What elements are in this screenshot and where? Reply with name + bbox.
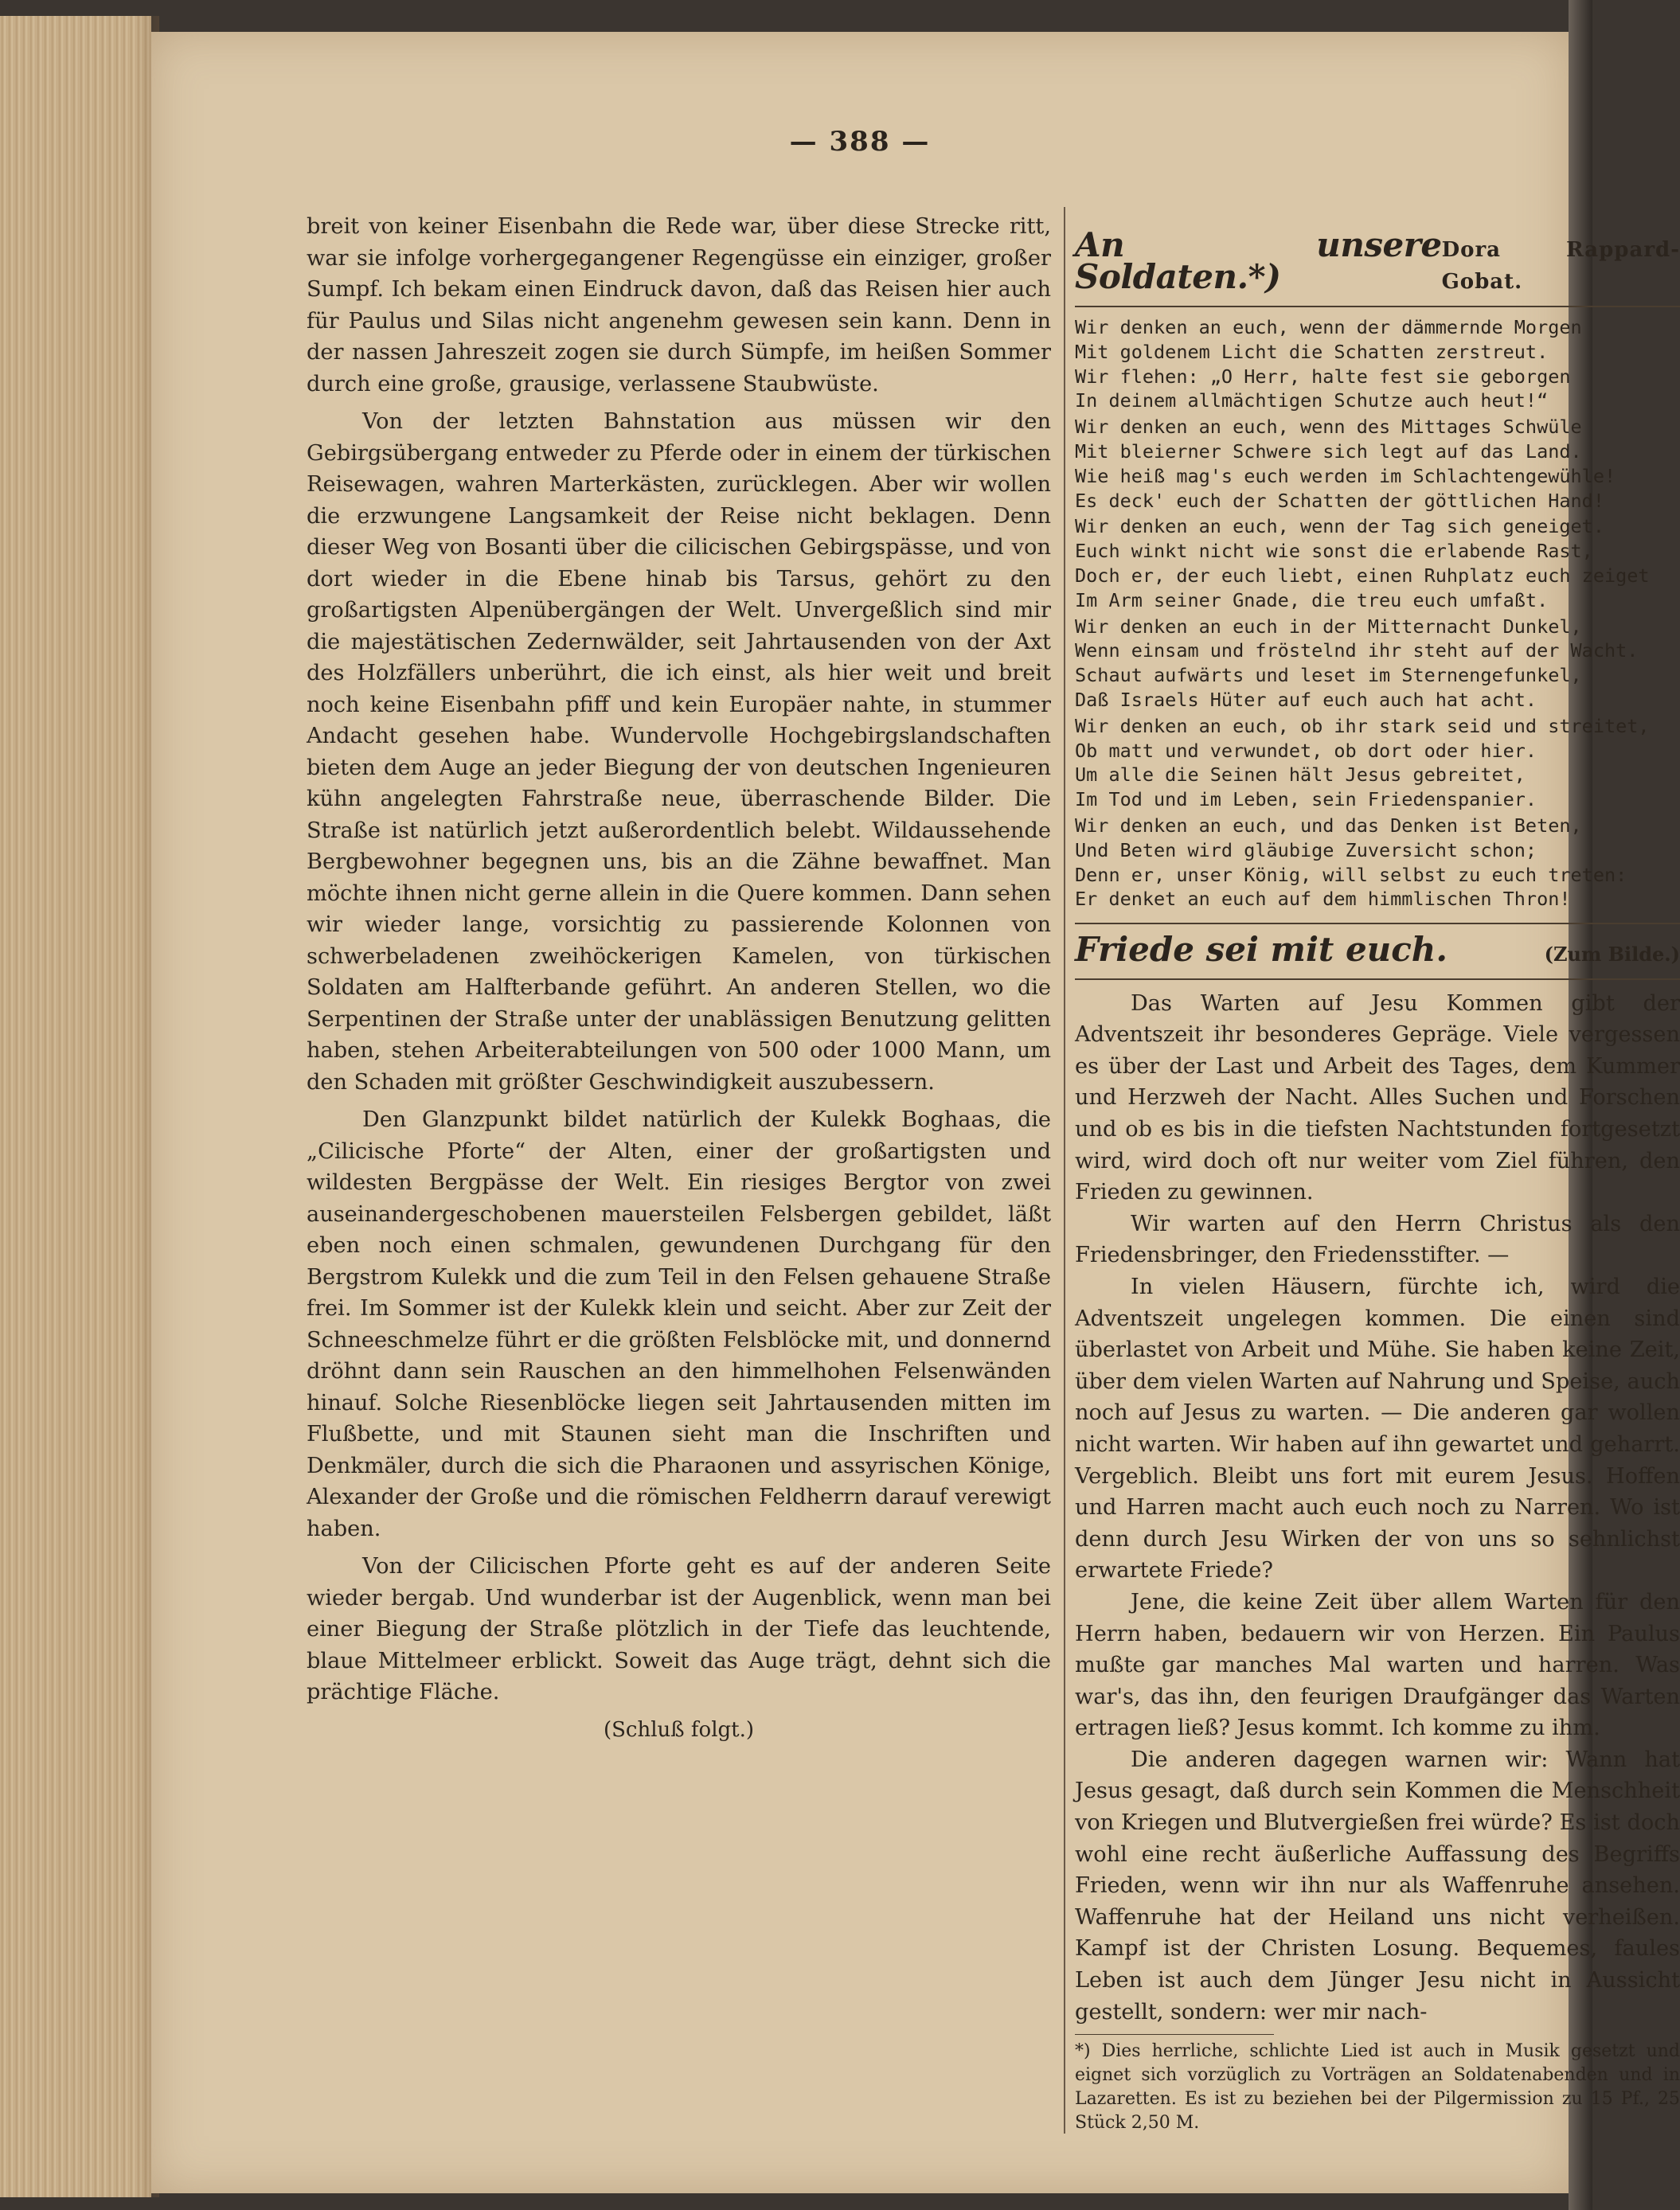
poem-line: Doch er, der euch liebt, einen Ruhplatz euch zeiget bbox=[1075, 564, 1650, 587]
poem-line: Wir denken an euch, wenn der dämmernde Morgen bbox=[1075, 316, 1582, 338]
poem-line: Euch winkt nicht wie sonst die erlabende Rast, bbox=[1075, 540, 1593, 563]
to-be-continued-note: (Schluß folgt.) bbox=[603, 1717, 755, 1742]
left-paragraph: Von der Cilicischen Pforte geht es auf der anderen Seite wieder bergab. Und wunderbar ist der Augenblick, wenn man bei einer Biegung der Straße plötzlich in der Tiefe das leuchtende, blaue Mittelmeer erblickt. Soweit das Auge trägt, dehnt sich die prächtige Fläche. bbox=[307, 1554, 1051, 1704]
poem-stanza bbox=[1075, 814, 1680, 912]
article-paragraph: Die anderen dagegen warnen wir: Wann hat Jesus gesagt, daß durch sein Kommen die Menschheit von Kriegen und Blutvergießen frei würde? Es ist doch wohl eine recht äußerliche Auffassung des Begriffs Frieden, wenn wir ihn nur als Waffenruhe ansehen. Waffenruhe hat der Heiland uns nicht verheißen. Kampf ist der Christen Losung. Bequemes, faules Leben ist auch dem Jünger Jesu nicht in Aussicht gestellt, sondern: wer mir nach- bbox=[1075, 1747, 1680, 2025]
section-divider bbox=[1075, 923, 1680, 924]
footnote-rule bbox=[1075, 2034, 1274, 2035]
poem-stanza bbox=[1075, 415, 1680, 513]
left-paragraph: breit von keiner Eisenbahn die Rede war, über diese Strecke ritt, war sie infolge vorhergegangener Regengüsse ein einziger, großer Sumpf. Ich bekam einen Eindruck davon, daß das Reisen hier auch für Paulus und Silas nicht angenehm gewesen sein kann. Denn in der nassen Jahreszeit zogen sie durch Sümpfe, im heißen Sommer durch eine große, grausige, verlassene Staubwüste. bbox=[307, 214, 1051, 396]
left-paragraph: Von der letzten Bahnstation aus müssen wir den Gebirgsübergang entweder zu Pferde oder in einem der türkischen Reisewagen, wahren Marterkästen, zurücklegen. Aber wir wollen die erzwungene Langsamkeit der Reise nicht beklagen. Denn dieser Weg von Bosanti über die cilicischen Gebirgspässe, und von dort wieder in die Ebene hinab bis Tarsus, gehört zu den großartigsten Alpenübergängen der Welt. Unvergeßlich sind mir die majestätischen Zedernwälder, seit Jahrtausenden von der Axt des Holzfällers unberührt, die ich einst, als hier weit und breit noch keine Eisenbahn pfiff und kein Europäer nahte, in stummer Andacht gesehen habe. Wundervolle Hochgebirgslandschaften bieten dem Auge an jeder Biegung der von deutschen Ingenieuren kühn angelegten Fahrstraße neue, überraschende Bilder. Die Straße ist natürlich jetzt außerordentlich belebt. Wildaussehende Bergbewohner begegnen uns, bis an die Zähne bewaffnet. Man möchte ihnen nicht gerne allein in die Quere kommen. Dann sehen wir wieder lange, vorsichtig zu passierende Kolonnen von schwerbeladenen zweihöckerigen Kamelen, von türkischen Soldaten am Halfterbande geführt. An anderen Stellen, wo die Serpentinen der Straße unter der unablässigen Benutzung gelitten haben, stehen Arbeiterabteilungen von 500 oder 1000 Mann, um den Schaden mit größter Geschwindigkeit auszubessern. bbox=[307, 409, 1051, 1095]
article-paragraph: In vielen Häusern, fürchte ich, wird die Adventszeit ungelegen kommen. Die einen sind überlastet von Arbeit und Mühe. Sie haben keine Zeit, über dem vielen Warten auf Nahrung und Speise, auch noch auf Jesus zu warten. — Die anderen gar wollen nicht warten. Wir haben auf ihn gewartet und geharrt. Vergeblich. Bleibt uns fort mit eurem Jesus. Hoffen und Harren macht auch euch noch zu Narren. Wo ist denn durch Jesu Wirken der von uns so sehnlichst erwartete Friede? bbox=[1075, 1274, 1680, 1583]
page-number: — 388 — bbox=[789, 126, 931, 158]
poem-stanza bbox=[1075, 315, 1680, 413]
article-title: Friede sei mit euch. bbox=[1075, 930, 1448, 970]
poem-line: Denn er, unser König, will selbst zu euch treten: bbox=[1075, 863, 1627, 886]
printed-page bbox=[151, 32, 1680, 2193]
article-subtitle: (Zum Bilde.) bbox=[1544, 943, 1680, 966]
poem-stanza bbox=[1075, 714, 1680, 812]
poem-line: Wenn einsam und fröstelnd ihr steht auf der Wacht. bbox=[1075, 639, 1639, 662]
poem-line: In deinem allmächtigen Schutze auch heut!“ bbox=[1075, 389, 1549, 412]
article-paragraph: Jene, die keine Zeit über allem Warten für den Herrn haben, bedauern wir von Herzen. Ein Paulus mußte gar manches Mal warten und harren. Was war's, das ihn, den feurigen Draufgänger das Warten ertragen ließ? Jesus kommt. Ich komme zu ihm. bbox=[1075, 1589, 1680, 1741]
left-column bbox=[307, 211, 1051, 1746]
poem-author: Dora Rappard-Gobat. bbox=[1441, 238, 1680, 294]
poem-body bbox=[1075, 315, 1680, 912]
article-paragraph: Wir warten auf den Herrn Christus als den Friedensbringer, den Friedensstifter. — bbox=[1075, 1211, 1680, 1268]
poem-line: Im Tod und im Leben, sein Friedenspanier. bbox=[1075, 788, 1537, 811]
poem-line: Ob matt und verwundet, ob dort oder hier. bbox=[1075, 739, 1537, 762]
poem-line: Daß Israels Hüter auf euch auch hat acht. bbox=[1075, 688, 1537, 711]
article-header bbox=[1075, 930, 1680, 980]
footnote: *) Dies herrliche, schlichte Lied ist auch in Musik gesetzt und eignet sich vorzüglich zu Vorträgen an Soldatenabenden und in Lazaretten. Es ist zu beziehen bei der Pilgermission zu 15 Pf., 25 Stück 2,50 M. bbox=[1075, 2041, 1680, 2134]
poem-header bbox=[1075, 225, 1680, 307]
poem-line: Mit goldenem Licht die Schatten zerstreut. bbox=[1075, 340, 1549, 363]
left-paragraph: Den Glanzpunkt bildet natürlich der Kulekk Boghaas, die „Cilicische Pforte“ der Alten, einer der großartigsten und wildesten Bergpässe der Welt. Ein riesiges Bergtor von zwei auseinandergeschobenen mauersteilen Felsbergen gebildet, läßt eben noch einen schmalen, gewundenen Durchgang für den Bergstrom Kulekk und die zum Teil in den Felsen gehauene Straße frei. Im Sommer ist der Kulekk klein und seicht. Aber zur Zeit der Schneeschmelze führt er die größten Felsblöcke mit, und donnernd dröhnt dann sein Rauschen an den himmelhohen Felsenwänden hinauf. Solche Riesenblöcke liegen seit Jahrtausenden mitten im Flußbette, und mit Staunen sieht man die Inschriften und Denkmäler, durch die sich die Pharaonen und assyrischen Könige, Alexander der Große und die römischen Feldherrn darauf verewigt haben. bbox=[307, 1107, 1051, 1541]
poem-line: Wir denken an euch, und das Denken ist Beten, bbox=[1075, 814, 1582, 837]
poem-line: Wir denken an euch in der Mitternacht Dunkel, bbox=[1075, 615, 1582, 638]
poem-line: Es deck' euch der Schatten der göttlichen Hand! bbox=[1075, 489, 1604, 512]
article-paragraph: Das Warten auf Jesu Kommen gibt der Adventszeit ihr besonderes Gepräge. Viele vergessen es über der Last und Arbeit des Tages, dem Kummer und Herzweh der Nacht. Alles Suchen und Forschen und ob es bis in die tiefsten Nachtstunden fortgesetzt wird, wird doch oft nur weiter vom Ziel führen, den Frieden zu gewinnen. bbox=[1075, 990, 1680, 1205]
poem-title: An unsere Soldaten.*) bbox=[1075, 225, 1442, 296]
column-divider bbox=[1064, 207, 1065, 2134]
poem-stanza bbox=[1075, 615, 1680, 713]
poem-line: Wir flehen: „O Herr, halte fest sie geborgen bbox=[1075, 365, 1571, 388]
poem-line: Mit bleierner Schwere sich legt auf das Land. bbox=[1075, 439, 1582, 463]
poem-line: Wir denken an euch, wenn der Tag sich geneiget. bbox=[1075, 515, 1604, 538]
poem-stanza bbox=[1075, 514, 1680, 612]
right-column bbox=[1075, 225, 1680, 2135]
article-body bbox=[1075, 988, 1680, 2028]
poem-line: Um alle die Seinen hält Jesus gebreitet, bbox=[1075, 763, 1526, 787]
poem-line: Er denket an euch auf dem himmlischen Thron! bbox=[1075, 888, 1571, 911]
poem-line: Wir denken an euch, ob ihr stark seid und streitet, bbox=[1075, 714, 1650, 737]
book-page-edges bbox=[0, 16, 151, 2197]
poem-line: Wie heiß mag's euch werden im Schlachtengewühle! bbox=[1075, 464, 1616, 487]
poem-line: Wir denken an euch, wenn des Mittages Schwüle bbox=[1075, 416, 1582, 439]
poem-line: Im Arm seiner Gnade, die treu euch umfaßt. bbox=[1075, 588, 1549, 611]
poem-line: Und Beten wird gläubige Zuversicht schon; bbox=[1075, 838, 1537, 861]
poem-line: Schaut aufwärts und leset im Sternengefunkel, bbox=[1075, 664, 1582, 687]
